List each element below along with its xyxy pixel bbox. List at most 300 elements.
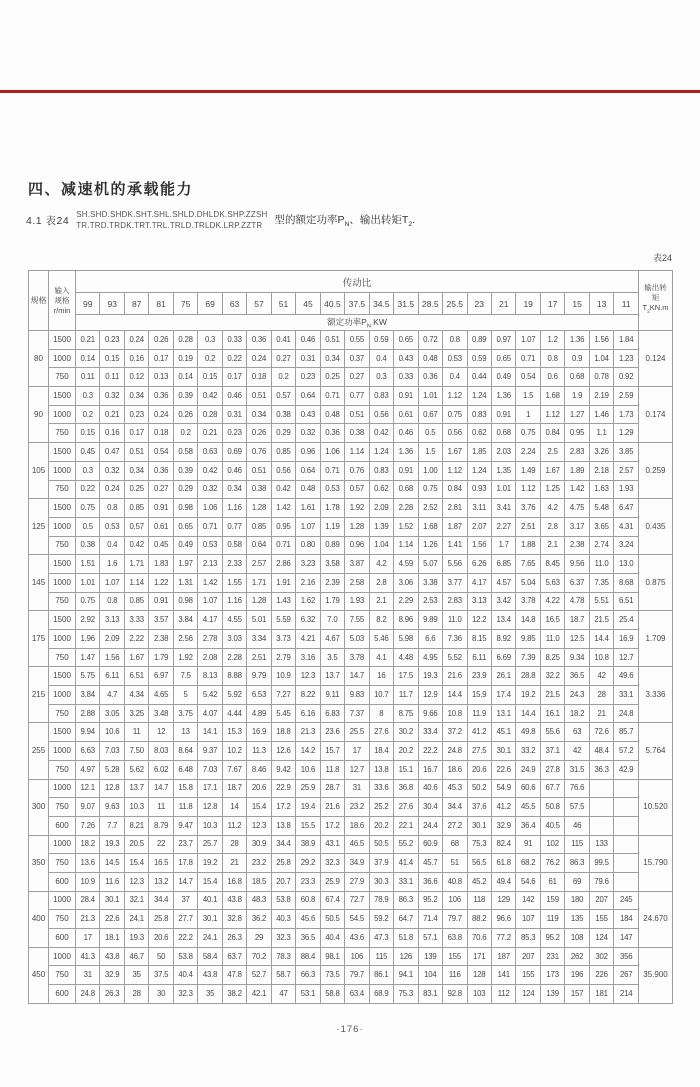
power-cell: 4.22	[540, 592, 564, 611]
power-cell: 3.41	[491, 499, 515, 518]
power-cell: 15.5	[296, 816, 320, 835]
model-codes	[76, 210, 267, 231]
ratio-value: 23	[467, 293, 491, 315]
power-cell: 50.8	[540, 798, 564, 817]
power-cell: 0.77	[222, 517, 246, 536]
power-cell: 23.2	[345, 798, 369, 817]
power-cell: 1.46	[589, 405, 613, 424]
power-cell: 42	[589, 667, 613, 686]
power-cell: 34.4	[149, 891, 173, 910]
power-cell: 85.7	[614, 723, 639, 742]
power-cell: 1.24	[467, 387, 491, 406]
power-cell: 28.7	[320, 779, 344, 798]
power-cell: 6.63	[76, 742, 100, 761]
power-cell: 0.2	[198, 349, 222, 368]
ratio-value: 17	[540, 293, 564, 315]
power-cell: 106	[345, 947, 369, 966]
power-cell: 20.6	[149, 929, 173, 948]
rpm-cell: 1500	[49, 387, 76, 406]
power-cell: 32.2	[540, 667, 564, 686]
power-cell: 0.25	[124, 480, 148, 499]
power-cell: 245	[614, 891, 639, 910]
power-cell: 30.1	[467, 816, 491, 835]
power-cell: 10.3	[124, 798, 148, 817]
torque-header-line: 矩	[651, 293, 660, 303]
power-cell: 26.3	[100, 985, 124, 1004]
power-cell: 6.11	[100, 667, 124, 686]
power-cell: 45.3	[443, 779, 467, 798]
power-cell: 20.2	[369, 816, 393, 835]
power-cell: 3.13	[467, 592, 491, 611]
power-cell: 0.26	[173, 405, 197, 424]
power-cell: 25.7	[198, 835, 222, 854]
power-cell: 1.89	[565, 461, 589, 480]
power-cell: 8.45	[540, 555, 564, 574]
power-cell: 0.83	[369, 387, 393, 406]
power-cell: 23.3	[296, 872, 320, 891]
power-cell: 53.1	[296, 985, 320, 1004]
power-cell: 7.26	[76, 816, 100, 835]
power-cell: 42.1	[247, 985, 271, 1004]
rpm-cell: 1500	[49, 723, 76, 742]
power-cell: 0.16	[100, 424, 124, 443]
power-cell: 12.7	[614, 648, 639, 667]
power-cell: 9.07	[76, 798, 100, 817]
power-cell: 60.9	[418, 835, 442, 854]
power-cell: 1.63	[589, 480, 613, 499]
power-cell: 47.3	[369, 929, 393, 948]
torque-unit: $T_2KN.m$	[642, 303, 669, 315]
power-cell: 0.85	[124, 592, 148, 611]
power-cell: 5.42	[198, 686, 222, 705]
power-cell: 0.80	[296, 536, 320, 555]
power-cell: 3.78	[516, 592, 540, 611]
power-cell: 107	[516, 910, 540, 929]
power-cell: 1.87	[443, 517, 467, 536]
power-cell: 10.8	[443, 704, 467, 723]
power-cell: 19.2	[198, 854, 222, 873]
power-cell: 3.16	[296, 648, 320, 667]
power-cell: 115	[565, 835, 589, 854]
power-cell: 6.16	[296, 704, 320, 723]
power-cell: 0.21	[100, 405, 124, 424]
power-cell: 18.2	[565, 704, 589, 723]
power-cell: 24.8	[443, 742, 467, 761]
data-row	[29, 854, 673, 873]
power-cell: 28.4	[76, 891, 100, 910]
power-cell: 0.42	[271, 480, 295, 499]
power-cell: 207	[516, 947, 540, 966]
power-cell: 2.38	[565, 536, 589, 555]
spec-cell: 145	[29, 555, 49, 611]
data-row	[29, 947, 673, 966]
output-torque-column-header	[639, 271, 673, 331]
power-cell: 0.57	[124, 517, 148, 536]
power-cell: 4.17	[467, 573, 491, 592]
power-cell: 2.38	[149, 630, 173, 649]
rpm-cell: 1500	[49, 499, 76, 518]
power-cell: 1.79	[320, 592, 344, 611]
power-cell: 50.2	[467, 779, 491, 798]
power-cell: 2.74	[589, 536, 613, 555]
power-cell: 23.7	[173, 835, 197, 854]
spec-cell: 80	[29, 331, 49, 387]
power-cell: 8.96	[394, 611, 418, 630]
power-cell: 13.7	[320, 667, 344, 686]
data-row	[29, 517, 673, 536]
power-cell: 2.28	[222, 648, 246, 667]
power-cell: 72.7	[345, 891, 369, 910]
power-cell: 61	[540, 872, 564, 891]
power-cell: 1.39	[369, 517, 393, 536]
power-cell: 41.2	[467, 723, 491, 742]
power-cell: 0.98	[173, 499, 197, 518]
power-cell: 60.6	[516, 779, 540, 798]
power-cell: 34.4	[271, 835, 295, 854]
power-cell: 16.5	[540, 611, 564, 630]
power-cell: 79.7	[443, 910, 467, 929]
power-cell: 0.96	[345, 536, 369, 555]
power-cell: 1.47	[76, 648, 100, 667]
power-cell: 3.25	[124, 704, 148, 723]
power-cell: 68	[443, 835, 467, 854]
power-cell: 1.04	[589, 349, 613, 368]
data-row	[29, 611, 673, 630]
power-cell: 2.78	[198, 630, 222, 649]
power-cell: 36.5	[296, 929, 320, 948]
power-cell: 30.4	[418, 798, 442, 817]
data-row	[29, 499, 673, 518]
power-cell: 70.2	[247, 947, 271, 966]
power-cell: 30	[149, 985, 173, 1004]
rpm-cell: 1000	[49, 349, 76, 368]
power-cell: 0.27	[149, 480, 173, 499]
table-caption	[26, 210, 415, 231]
power-cell: 1.16	[222, 499, 246, 518]
power-cell: 1.07	[100, 573, 124, 592]
power-cell: 10.8	[589, 648, 613, 667]
rpm-cell: 750	[49, 704, 76, 723]
power-cell: 0.31	[222, 405, 246, 424]
table-number-label: 表24	[652, 253, 672, 263]
power-cell: 57.5	[565, 798, 589, 817]
power-cell: 6.85	[491, 555, 515, 574]
power-cell: 18.6	[345, 816, 369, 835]
power-cell: 1.41	[443, 536, 467, 555]
power-cell: 9.83	[345, 686, 369, 705]
power-cell: 40.4	[320, 929, 344, 948]
power-cell: 5.52	[443, 648, 467, 667]
power-cell: 1.68	[418, 517, 442, 536]
power-cell: 0.36	[149, 461, 173, 480]
power-cell: 11.0	[443, 611, 467, 630]
power-cell: 10.7	[369, 686, 393, 705]
power-cell: 9.89	[418, 611, 442, 630]
power-cell: 95.2	[418, 891, 442, 910]
power-cell: 4.95	[418, 648, 442, 667]
power-cell: 1.42	[271, 499, 295, 518]
ratio-value: 28.5	[418, 293, 442, 315]
power-cell: 214	[614, 985, 639, 1004]
power-cell: 16.9	[614, 630, 639, 649]
power-cell: 0.42	[369, 424, 393, 443]
power-cell: 12.1	[76, 779, 100, 798]
power-cell: 2.13	[198, 555, 222, 574]
power-cell: 119	[540, 910, 564, 929]
power-cell: 180	[565, 891, 589, 910]
power-cell: 115	[369, 947, 393, 966]
power-cell: 12	[149, 723, 173, 742]
power-cell: 15.4	[124, 854, 148, 873]
power-cell: 1.93	[614, 480, 639, 499]
power-cell: 103	[467, 985, 491, 1004]
data-row	[29, 387, 673, 406]
power-cell: 3.11	[467, 499, 491, 518]
power-cell: 6.53	[247, 686, 271, 705]
power-cell: 0.4	[369, 349, 393, 368]
power-cell: 5.51	[589, 592, 613, 611]
power-cell: 27.6	[394, 798, 418, 817]
power-cell: 4.2	[369, 555, 393, 574]
rpm-cell: 1000	[49, 517, 76, 536]
power-cell: 28	[589, 686, 613, 705]
power-cell: 102	[540, 835, 564, 854]
power-cell: 9.56	[565, 555, 589, 574]
power-cell: 0.37	[345, 349, 369, 368]
power-cell: 42.9	[614, 760, 639, 779]
power-cell: 23.2	[247, 854, 271, 873]
power-cell: 133	[589, 835, 613, 854]
power-cell: 3.84	[173, 611, 197, 630]
torque-cell: 0.174	[639, 387, 673, 443]
power-cell: 1.26	[418, 536, 442, 555]
rpm-cell: 600	[49, 985, 76, 1004]
power-cell: 0.59	[369, 331, 393, 350]
power-cell: 5.45	[271, 704, 295, 723]
power-cell: 0.51	[247, 461, 271, 480]
power-cell: 0.38	[76, 536, 100, 555]
power-cell: 0.71	[320, 387, 344, 406]
power-cell: 1.28	[345, 517, 369, 536]
power-cell: 3.73	[271, 630, 295, 649]
power-cell: 139	[540, 985, 564, 1004]
power-cell: 16	[369, 667, 393, 686]
power-cell: 5	[173, 686, 197, 705]
power-cell: 0.15	[76, 424, 100, 443]
power-cell: 2.5	[540, 443, 564, 462]
model-codes-line2: TR.TRD.TRDK.TRT.TRL.TRLD.TRLDK.LRP.ZZTR	[76, 220, 263, 230]
power-cell: 17	[345, 742, 369, 761]
power-cell: 1.07	[198, 592, 222, 611]
power-cell: 0.4	[100, 536, 124, 555]
input-speed-column-header	[49, 271, 76, 331]
power-cell: 23.9	[467, 667, 491, 686]
power-cell: 0.28	[198, 405, 222, 424]
power-cell: 14.4	[589, 630, 613, 649]
power-cell	[589, 779, 613, 798]
power-cell: 41.2	[491, 798, 515, 817]
power-cell: 19.3	[100, 835, 124, 854]
power-cell: 1.7	[491, 536, 515, 555]
power-cell: 0.54	[149, 443, 173, 462]
power-cell: 58.8	[320, 985, 344, 1004]
power-cell: 1.25	[540, 480, 564, 499]
power-cell: 16.8	[222, 872, 246, 891]
power-cell: 4.21	[296, 630, 320, 649]
power-cell: 31	[345, 779, 369, 798]
power-cell: 2.88	[76, 704, 100, 723]
torque-cell: 3.336	[639, 667, 673, 723]
power-cell: 2.39	[320, 573, 344, 592]
rpm-cell: 750	[49, 424, 76, 443]
power-cell: 2.24	[516, 443, 540, 462]
power-cell: 43.8	[222, 891, 246, 910]
power-cell: 1.22	[149, 573, 173, 592]
power-cell: 0.26	[247, 424, 271, 443]
data-row	[29, 648, 673, 667]
power-cell: 0.58	[222, 536, 246, 555]
power-cell: 0.75	[443, 405, 467, 424]
data-row	[29, 443, 673, 462]
ratio-value: 51	[271, 293, 295, 315]
power-cell: 12.3	[247, 816, 271, 835]
power-cell: 0.76	[345, 461, 369, 480]
torque-cell: 10.520	[639, 779, 673, 835]
power-cell: 21.5	[589, 611, 613, 630]
power-cell: 1.71	[247, 573, 271, 592]
power-cell: 0.38	[247, 480, 271, 499]
power-cell: 4.59	[394, 555, 418, 574]
power-cell: 1.85	[467, 443, 491, 462]
power-cell: 0.32	[100, 461, 124, 480]
ratio-value: 31.5	[394, 293, 418, 315]
power-cell: 2.07	[467, 517, 491, 536]
power-cell: 0.17	[124, 424, 148, 443]
power-cell: 3.38	[418, 573, 442, 592]
power-cell: 20.6	[467, 760, 491, 779]
power-cell: 20.5	[124, 835, 148, 854]
power-cell: 1.56	[467, 536, 491, 555]
power-cell: 0.93	[467, 480, 491, 499]
power-cell: 14.4	[443, 686, 467, 705]
power-cell: 104	[418, 966, 442, 985]
power-cell: 1.79	[149, 648, 173, 667]
power-cell: 0.4	[443, 368, 467, 387]
power-cell: 0.15	[100, 349, 124, 368]
power-cell: 17.2	[320, 816, 344, 835]
power-cell: 25.8	[271, 854, 295, 873]
power-cell: 96.6	[491, 910, 515, 929]
power-cell: 11.9	[467, 704, 491, 723]
power-cell: 50	[149, 947, 173, 966]
power-cell: 43.8	[100, 947, 124, 966]
power-cell: 0.42	[198, 387, 222, 406]
power-cell: 5.56	[443, 555, 467, 574]
power-cell	[614, 854, 639, 873]
power-cell: 124	[589, 929, 613, 948]
power-cell: 0.46	[296, 331, 320, 350]
power-cell: 35	[124, 966, 148, 985]
power-cell: 6.69	[491, 648, 515, 667]
power-cell: 11.8	[320, 760, 344, 779]
power-cell: 11.0	[589, 555, 613, 574]
spec-column-header: 规格	[29, 271, 49, 331]
power-cell: 171	[467, 947, 491, 966]
power-cell: 18.8	[271, 723, 295, 742]
power-cell: 0.27	[271, 349, 295, 368]
power-cell: 3.24	[614, 536, 639, 555]
power-cell: 6.51	[124, 667, 148, 686]
power-cell: 22.6	[100, 910, 124, 929]
power-cell: 24.8	[76, 985, 100, 1004]
power-cell: 12.8	[100, 779, 124, 798]
power-cell: 9.79	[247, 667, 271, 686]
data-row	[29, 723, 673, 742]
power-cell: 0.85	[247, 517, 271, 536]
power-cell: 8	[369, 704, 393, 723]
power-cell: 0.42	[198, 461, 222, 480]
ratio-value: 25.5	[443, 293, 467, 315]
power-cell: 2.58	[345, 573, 369, 592]
power-cell: 0.48	[320, 405, 344, 424]
power-cell: 12.3	[296, 667, 320, 686]
power-cell: 25.9	[320, 872, 344, 891]
power-cell: 9.63	[100, 798, 124, 817]
power-cell: 0.24	[124, 331, 148, 350]
power-cell: 3.76	[516, 499, 540, 518]
rpm-cell: 750	[49, 910, 76, 929]
power-cell: 155	[443, 947, 467, 966]
power-cell: 0.3	[198, 331, 222, 350]
power-cell: 1.93	[345, 592, 369, 611]
caption-suffix: 型的额定功率$P_N$、输出转矩$T_2$.	[274, 214, 416, 229]
power-cell: 7.0	[320, 611, 344, 630]
power-cell: 0.78	[589, 368, 613, 387]
power-cell: 11.2	[222, 816, 246, 835]
power-cell: 3.23	[296, 555, 320, 574]
power-cell: 10.9	[271, 667, 295, 686]
power-cell: 13.2	[149, 872, 173, 891]
power-cell: 34.9	[345, 854, 369, 873]
power-cell: 2.92	[76, 611, 100, 630]
power-cell: 0.22	[76, 480, 100, 499]
rpm-cell: 1500	[49, 611, 76, 630]
power-cell: 26.3	[222, 929, 246, 948]
data-row	[29, 798, 673, 817]
torque-cell: 24.670	[639, 891, 673, 947]
power-cell: 1.84	[614, 331, 639, 350]
power-cell: 13.1	[491, 704, 515, 723]
power-cell: 0.64	[296, 387, 320, 406]
power-cell: 2.57	[614, 461, 639, 480]
power-cell: 207	[589, 891, 613, 910]
power-cell: 0.36	[320, 424, 344, 443]
power-cell: 0.91	[491, 405, 515, 424]
power-cell: 129	[491, 891, 515, 910]
power-cell: 0.23	[222, 424, 246, 443]
power-cell: 0.41	[271, 331, 295, 350]
power-cell: 0.12	[124, 368, 148, 387]
power-cell: 0.22	[222, 349, 246, 368]
power-cell: 2.83	[565, 443, 589, 462]
rpm-cell: 1500	[49, 443, 76, 462]
power-cell: 1.78	[320, 499, 344, 518]
power-cell: 4.57	[491, 573, 515, 592]
power-cell: 1	[516, 405, 540, 424]
rpm-cell: 1500	[49, 667, 76, 686]
spec-cell: 105	[29, 443, 49, 499]
spec-cell: 350	[29, 835, 49, 891]
